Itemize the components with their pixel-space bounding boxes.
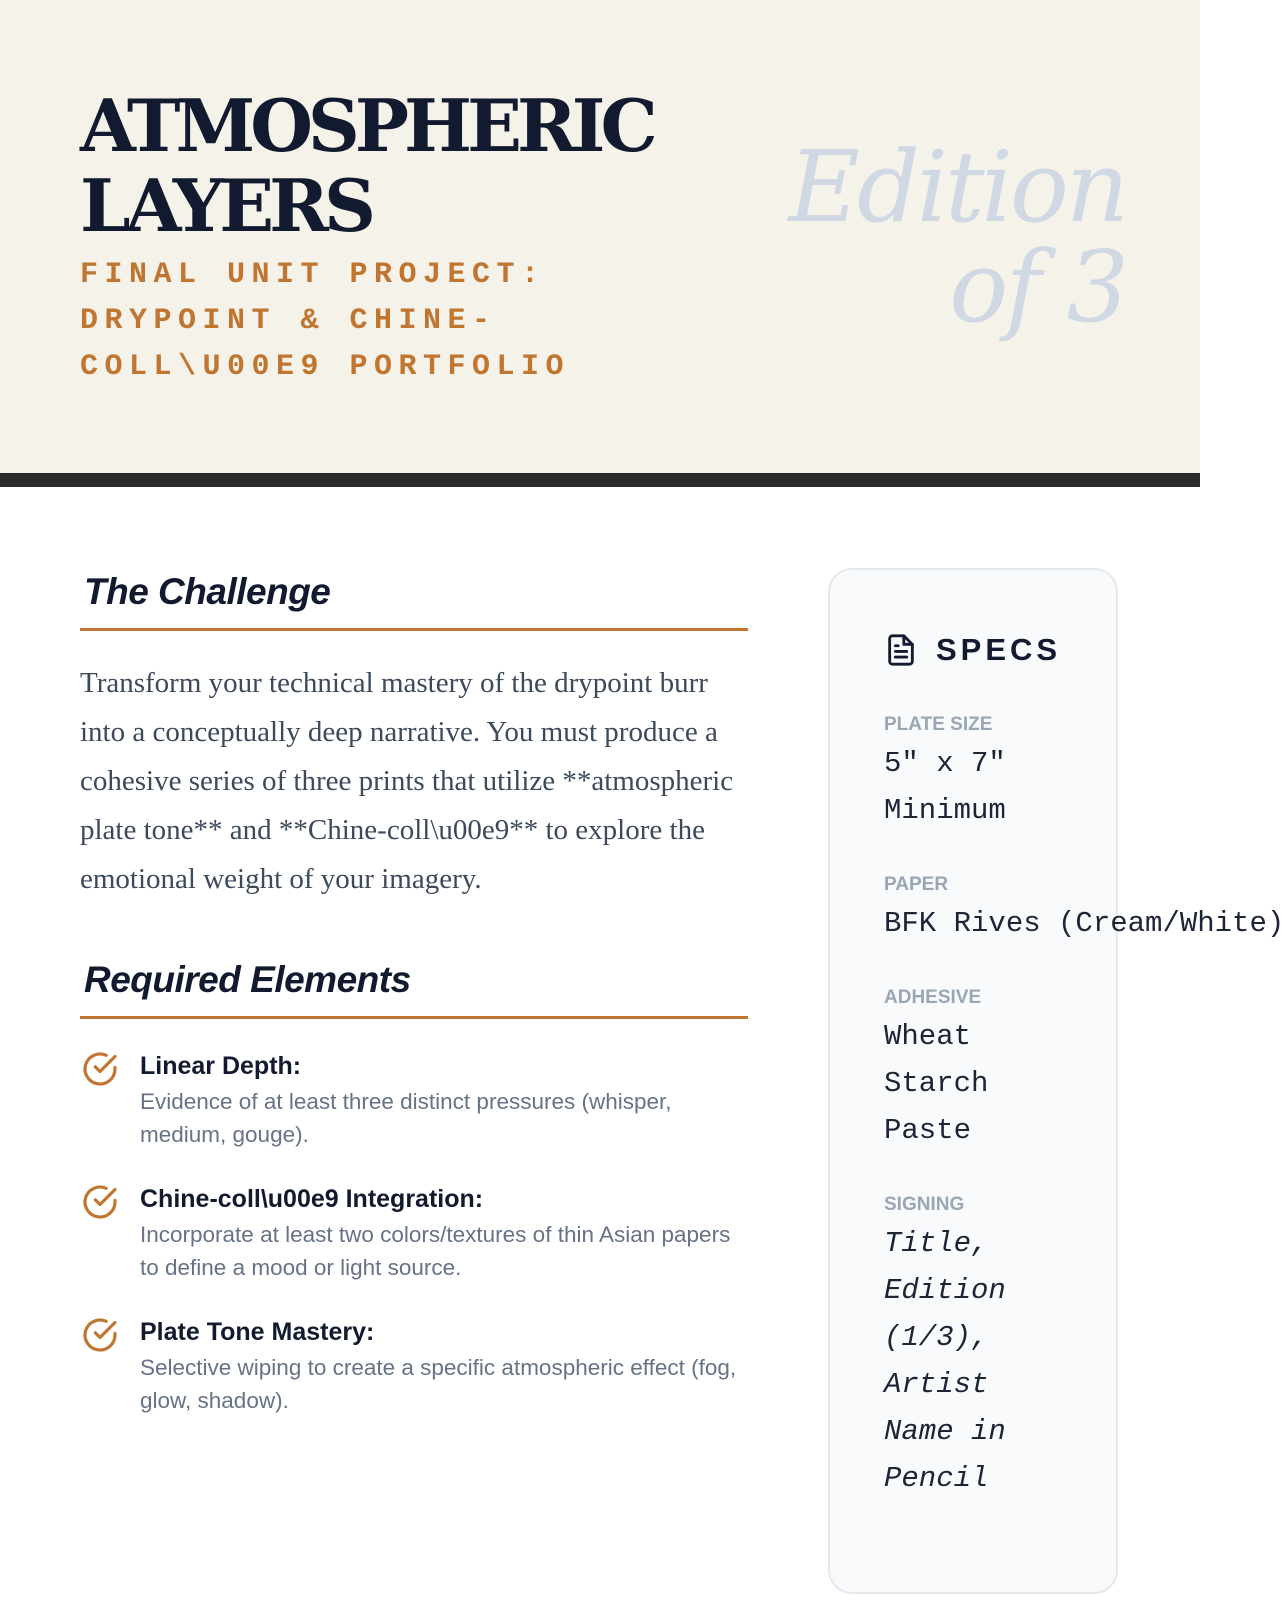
required-element-title: Linear Depth:	[140, 1052, 302, 1080]
specs-panel	[828, 568, 1284, 1594]
required-element-title: Chine-coll\u00e9 Integration:	[140, 1185, 484, 1213]
required-element-description: Selective wiping to create a specific atmospheric effect (fog, glow, shadow).	[140, 1355, 737, 1413]
edition-line-1: Edition	[788, 131, 1126, 245]
title-line-2: LAYERS	[80, 163, 372, 248]
spec-paper	[884, 872, 1284, 947]
challenge-section	[80, 560, 748, 904]
list-item	[80, 1313, 748, 1417]
spec-signing	[884, 1192, 1116, 1502]
spec-value: 5" x 7" Minimum	[884, 747, 1006, 827]
required-elements-list	[80, 1047, 748, 1417]
spec-label: SIGNING	[884, 1194, 965, 1215]
spec-value: Title, Edition (1/3), Artist Name in Pencil	[884, 1227, 1006, 1495]
check-circle-icon	[80, 1315, 120, 1355]
challenge-body: Transform your technical mastery of the drypoint burr into a conceptually deep narrative. You must produce a cohesive series of three prints that utilize **atmospheric plate tone** and **Chine-coll\u00e9** to explore the emotional weight of your imagery.	[80, 667, 734, 895]
specs-header	[884, 628, 1116, 672]
document-icon	[884, 631, 918, 669]
required-elements-heading: Required Elements	[80, 948, 748, 1019]
required-element-description: Incorporate at least two colors/textures of thin Asian papers to define a mood or light source.	[140, 1222, 731, 1280]
spec-label: PAPER	[884, 874, 949, 895]
edition-line-2: of 3	[949, 231, 1126, 345]
spec-label: PLATE SIZE	[884, 714, 993, 735]
main-content	[80, 560, 748, 1446]
spec-value: BFK Rives (Cream/White)	[884, 907, 1284, 940]
page-title	[80, 83, 653, 248]
challenge-heading: The Challenge	[80, 560, 748, 631]
page-header	[0, 0, 1200, 487]
required-elements-section	[80, 948, 748, 1417]
title-line-1: ATMOSPHERIC	[80, 83, 653, 168]
subtitle-line-1: FINAL UNIT PROJECT:	[80, 258, 546, 292]
subtitle-line-2: DRYPOINT & CHINE-	[80, 304, 497, 338]
spec-plate-size	[884, 712, 1116, 834]
check-circle-icon	[80, 1049, 120, 1089]
page-subtitle	[80, 252, 640, 390]
list-item	[80, 1180, 748, 1284]
required-element-title: Plate Tone Mastery:	[140, 1318, 375, 1346]
subtitle-line-3: COLL\U00E9 PORTFOLIO	[80, 350, 571, 384]
check-circle-icon	[80, 1182, 120, 1222]
list-item	[80, 1047, 748, 1151]
spec-label: ADHESIVE	[884, 987, 982, 1008]
edition-watermark	[788, 131, 1126, 345]
spec-adhesive	[884, 985, 1116, 1154]
spec-value: Wheat Starch Paste	[884, 1020, 989, 1147]
specs-heading: SPECS	[936, 632, 1062, 667]
required-element-description: Evidence of at least three distinct pressures (whisper, medium, gouge).	[140, 1089, 672, 1147]
